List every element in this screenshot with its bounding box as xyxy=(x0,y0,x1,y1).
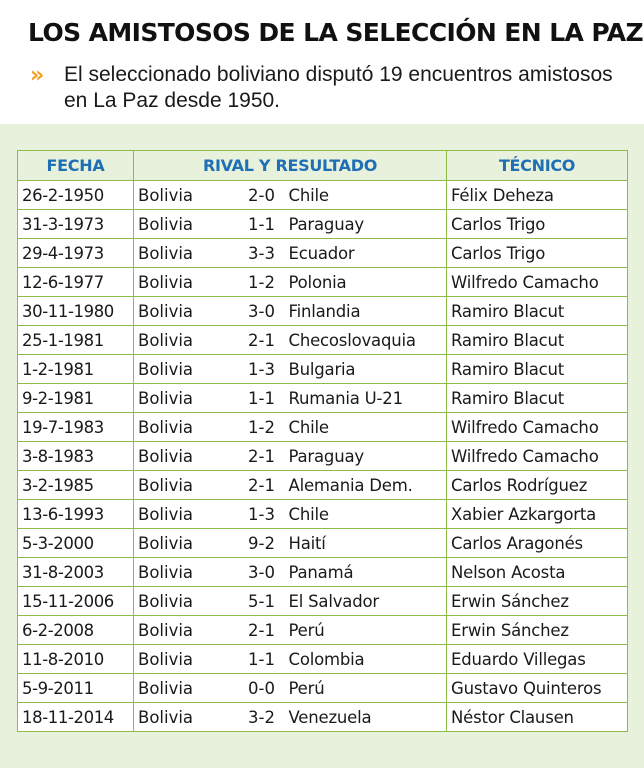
cell-score: 2-1 xyxy=(239,326,285,355)
table-row xyxy=(18,674,628,703)
cell-score: 1-1 xyxy=(239,384,285,413)
cell-rival: Panamá xyxy=(285,558,447,587)
column-header-coach: TÉCNICO xyxy=(447,151,628,181)
table-header-row xyxy=(18,151,628,181)
cell-team: Bolivia xyxy=(134,558,239,587)
cell-coach: Eduardo Villegas xyxy=(447,645,628,674)
cell-rival: Bulgaria xyxy=(285,355,447,384)
cell-score: 9-2 xyxy=(239,529,285,558)
cell-date: 5-9-2011 xyxy=(18,674,134,703)
cell-date: 15-11-2006 xyxy=(18,587,134,616)
cell-rival: Chile xyxy=(285,181,447,210)
cell-score: 2-1 xyxy=(239,616,285,645)
table-row xyxy=(18,210,628,239)
cell-rival: Checoslovaquia xyxy=(285,326,447,355)
page-title: LOS AMISTOSOS DE LA SELECCIÓN EN LA PAZ xyxy=(28,18,644,47)
table-panel xyxy=(0,124,644,768)
cell-team: Bolivia xyxy=(134,297,239,326)
cell-coach: Carlos Trigo xyxy=(447,239,628,268)
cell-rival: Ecuador xyxy=(285,239,447,268)
table-body xyxy=(18,181,628,732)
cell-date: 19-7-1983 xyxy=(18,413,134,442)
cell-team: Bolivia xyxy=(134,413,239,442)
cell-team: Bolivia xyxy=(134,587,239,616)
cell-score: 2-1 xyxy=(239,442,285,471)
cell-team: Bolivia xyxy=(134,500,239,529)
column-header-rival-result: RIVAL Y RESULTADO xyxy=(134,151,447,181)
cell-coach: Xabier Azkargorta xyxy=(447,500,628,529)
cell-team: Bolivia xyxy=(134,268,239,297)
cell-coach: Wilfredo Camacho xyxy=(447,268,628,297)
cell-date: 6-2-2008 xyxy=(18,616,134,645)
table-row xyxy=(18,442,628,471)
table-row xyxy=(18,703,628,732)
cell-score: 1-1 xyxy=(239,645,285,674)
cell-team: Bolivia xyxy=(134,181,239,210)
cell-coach: Erwin Sánchez xyxy=(447,587,628,616)
cell-coach: Ramiro Blacut xyxy=(447,326,628,355)
cell-score: 3-3 xyxy=(239,239,285,268)
cell-date: 30-11-1980 xyxy=(18,297,134,326)
cell-score: 2-1 xyxy=(239,471,285,500)
cell-team: Bolivia xyxy=(134,674,239,703)
cell-coach: Ramiro Blacut xyxy=(447,384,628,413)
cell-team: Bolivia xyxy=(134,326,239,355)
table-row xyxy=(18,587,628,616)
table-row xyxy=(18,239,628,268)
cell-coach: Carlos Trigo xyxy=(447,210,628,239)
table-row xyxy=(18,297,628,326)
cell-score: 0-0 xyxy=(239,674,285,703)
cell-rival: El Salvador xyxy=(285,587,447,616)
table-row xyxy=(18,500,628,529)
cell-date: 18-11-2014 xyxy=(18,703,134,732)
cell-rival: Chile xyxy=(285,500,447,529)
cell-date: 11-8-2010 xyxy=(18,645,134,674)
table-row xyxy=(18,558,628,587)
table-row xyxy=(18,616,628,645)
cell-coach: Gustavo Quinteros xyxy=(447,674,628,703)
cell-team: Bolivia xyxy=(134,210,239,239)
cell-coach: Carlos Rodríguez xyxy=(447,471,628,500)
column-header-date: FECHA xyxy=(18,151,134,181)
cell-score: 3-0 xyxy=(239,297,285,326)
cell-rival: Perú xyxy=(285,674,447,703)
cell-rival: Perú xyxy=(285,616,447,645)
table-row xyxy=(18,413,628,442)
table-row xyxy=(18,326,628,355)
cell-coach: Wilfredo Camacho xyxy=(447,413,628,442)
double-chevron-right-icon: » xyxy=(30,63,39,88)
cell-rival: Finlandia xyxy=(285,297,447,326)
table-row xyxy=(18,471,628,500)
cell-rival: Colombia xyxy=(285,645,447,674)
cell-team: Bolivia xyxy=(134,355,239,384)
cell-date: 1-2-1981 xyxy=(18,355,134,384)
cell-rival: Paraguay xyxy=(285,442,447,471)
cell-score: 1-2 xyxy=(239,413,285,442)
cell-team: Bolivia xyxy=(134,239,239,268)
cell-rival: Haití xyxy=(285,529,447,558)
table-row xyxy=(18,529,628,558)
cell-date: 5-3-2000 xyxy=(18,529,134,558)
cell-date: 13-6-1993 xyxy=(18,500,134,529)
cell-date: 3-2-1985 xyxy=(18,471,134,500)
cell-date: 25-1-1981 xyxy=(18,326,134,355)
cell-date: 26-2-1950 xyxy=(18,181,134,210)
cell-score: 1-1 xyxy=(239,210,285,239)
matches-table xyxy=(17,150,628,732)
cell-score: 3-2 xyxy=(239,703,285,732)
cell-date: 9-2-1981 xyxy=(18,384,134,413)
cell-rival: Alemania Dem. xyxy=(285,471,447,500)
cell-coach: Wilfredo Camacho xyxy=(447,442,628,471)
table-row xyxy=(18,268,628,297)
cell-coach: Néstor Clausen xyxy=(447,703,628,732)
cell-coach: Félix Deheza xyxy=(447,181,628,210)
cell-team: Bolivia xyxy=(134,645,239,674)
cell-team: Bolivia xyxy=(134,529,239,558)
cell-rival: Polonia xyxy=(285,268,447,297)
cell-coach: Carlos Aragonés xyxy=(447,529,628,558)
cell-date: 31-8-2003 xyxy=(18,558,134,587)
cell-score: 2-0 xyxy=(239,181,285,210)
cell-score: 3-0 xyxy=(239,558,285,587)
table-row xyxy=(18,645,628,674)
cell-score: 5-1 xyxy=(239,587,285,616)
cell-rival: Venezuela xyxy=(285,703,447,732)
subtitle: El seleccionado boliviano disputó 19 encuentros amistosos en La Paz desde 1950. xyxy=(64,63,613,112)
table-row xyxy=(18,384,628,413)
cell-rival: Paraguay xyxy=(285,210,447,239)
cell-coach: Nelson Acosta xyxy=(447,558,628,587)
cell-coach: Ramiro Blacut xyxy=(447,355,628,384)
cell-rival: Rumania U-21 xyxy=(285,384,447,413)
cell-coach: Ramiro Blacut xyxy=(447,297,628,326)
cell-team: Bolivia xyxy=(134,616,239,645)
cell-score: 1-3 xyxy=(239,500,285,529)
cell-team: Bolivia xyxy=(134,471,239,500)
table-row xyxy=(18,181,628,210)
cell-team: Bolivia xyxy=(134,703,239,732)
cell-score: 1-2 xyxy=(239,268,285,297)
cell-rival: Chile xyxy=(285,413,447,442)
cell-date: 31-3-1973 xyxy=(18,210,134,239)
infographic-header xyxy=(0,0,644,124)
cell-team: Bolivia xyxy=(134,384,239,413)
cell-date: 29-4-1973 xyxy=(18,239,134,268)
table-row xyxy=(18,355,628,384)
cell-team: Bolivia xyxy=(134,442,239,471)
cell-coach: Erwin Sánchez xyxy=(447,616,628,645)
cell-date: 3-8-1983 xyxy=(18,442,134,471)
cell-score: 1-3 xyxy=(239,355,285,384)
cell-date: 12-6-1977 xyxy=(18,268,134,297)
